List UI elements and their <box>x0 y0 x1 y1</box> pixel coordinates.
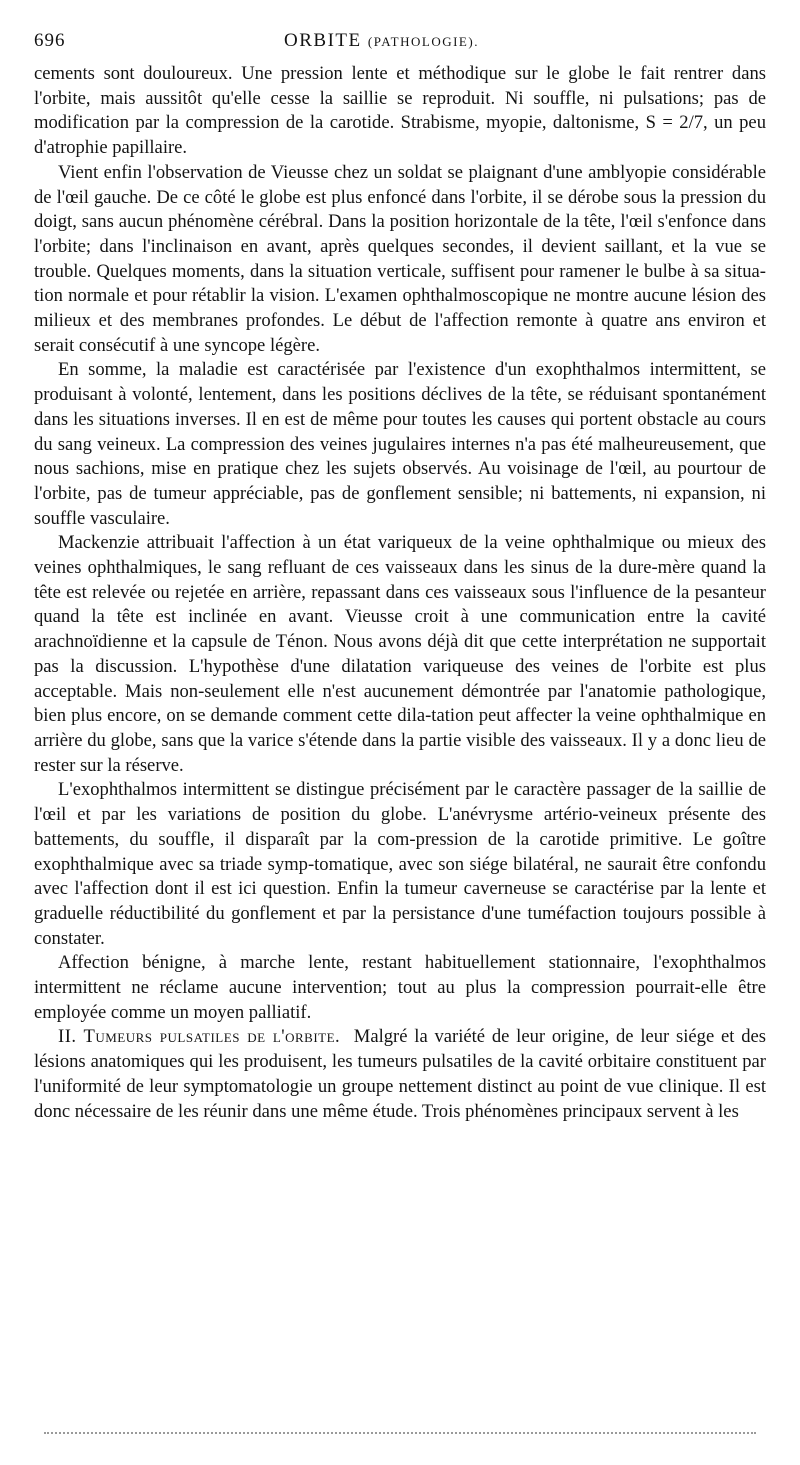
paragraph-3: En somme, la maladie est caractérisée par l'existence d'un exophthalmos intermittent, se produisant à volonté, lentement, dans les positions déclives de la tête, se réduisant spontanément dans les situations inverses. Il en est de même pour toutes les causes qui portent obstacle au cours du sang veineux. La compression des veines jugulaires internes n'a pas été malheureusement, que nous sachions, mise en pratique chez les sujets observés. Au voisinage de l'œil, au pourtour de l'orbite, pas de tumeur appréciable, pas de gonflement sensible; ni battements, ni expansion, ni souffle vasculaire. <box>34 359 766 529</box>
running-title-main: ORBITE <box>284 30 362 51</box>
paragraph-2: Vient enfin l'observation de Vieusse chez un soldat se plaignant d'une amblyopie considérable de l'œil gauche. De ce côté le globe est plus enfoncé dans l'orbite, il se dérobe sous la pression du doigt, sans aucun phénomène cérébral. Dans la position horizontale de la tête, l'œil s'enfonce dans l'orbite; dans l'inclinaison en avant, après quelques secondes, il devient saillant, et la vue se trouble. Quelques moments, dans la situation verticale, suffisent pour ramener le bulbe à sa situa-tion normale et pour rétablir la vision. L'examen ophthalmoscopique ne montre aucune lésion des milieux et des membranes profondes. Le début de l'affection remonte à quatre ans environ et serait consécutif à une syncope légère. <box>34 161 766 356</box>
footer-dotted-rule <box>44 1432 756 1434</box>
paragraph-6: Affection bénigne, à marche lente, restant habituellement stationnaire, l'exophthalmos intermittent ne réclame aucune intervention; tout au plus la compression pourrait-elle être employée comme un moyen palliatif. <box>34 952 766 1023</box>
body-text <box>34 62 766 1124</box>
running-title-subtitle: (PATHOLOGIE). <box>367 34 479 49</box>
book-page <box>34 30 766 1124</box>
paragraph-7-text: Malgré la variété de leur origine, de leur siége et des lésions anatomiques qui les produisent, les tumeurs pulsatiles de la cavité orbitaire constituent par l'uniformité de leur symptomatologie un groupe nettement distinct au point de vue clinique. Il est donc nécessaire de les réunir dans une même étude. Trois phénomènes principaux servent à les <box>34 1026 766 1122</box>
running-title <box>284 30 479 52</box>
paragraph-1: cements sont douloureux. Une pression lente et méthodique sur le globe le fait rentrer dans l'orbite, mais aussitôt qu'elle cesse la saillie se reproduit. Ni souffle, ni pulsations; pas de modification par la compression de la carotide. Strabisme, myopie, daltonisme, S = 2/7, un peu d'atrophie papillaire. <box>34 63 766 159</box>
paragraph-5: L'exophthalmos intermittent se distingue précisément par le caractère passager de la saillie de l'œil et par les variations de position du globe. L'anévrysme artério-veineux présente des battements, du souffle, il disparaît par la com-pression de la carotide primitive. Le goître exophthalmique avec sa triade symp-tomatique, avec son siége bilatéral, ne saurait être confondu avec l'affection dont il est ici question. Enfin la tumeur caverneuse se caractérise par la lente et graduelle réductibilité du gonflement et par la persistance d'une tuméfaction toujours possible à constater. <box>34 779 766 949</box>
page-header <box>34 30 766 62</box>
paragraph-7 <box>34 1025 766 1124</box>
section-heading: II. Tumeurs pulsatiles de l'orbite. <box>58 1026 341 1048</box>
paragraph-4: Mackenzie attribuait l'affection à un état variqueux de la veine ophthalmique ou mieux des veines ophthalmiques, le sang refluant de ces vaisseaux dans les sinus de la dure-mère quand la tête est relevée ou rejetée en arrière, repassant dans ces vaisseaux sous l'influence de la pesanteur quand la tête est inclinée en avant. Vieusse croit à une communication entre la cavité arachnoïdienne et la capsule de Ténon. Nous avons déjà dit que cette interprétation ne supportait pas la discussion. L'hypothèse d'une dilatation variqueuse des veines de l'orbite est plus acceptable. Mais non-seulement elle n'est aucunement démontrée par l'anatomie pathologique, bien plus encore, on se demande comment cette dila-tation peut affecter la veine ophthalmique en arrière du globe, sans que la varice s'étende dans la partie visible des vaisseaux. Il y a donc lieu de rester sur la réserve. <box>34 532 766 776</box>
page-number: 696 <box>34 30 66 51</box>
